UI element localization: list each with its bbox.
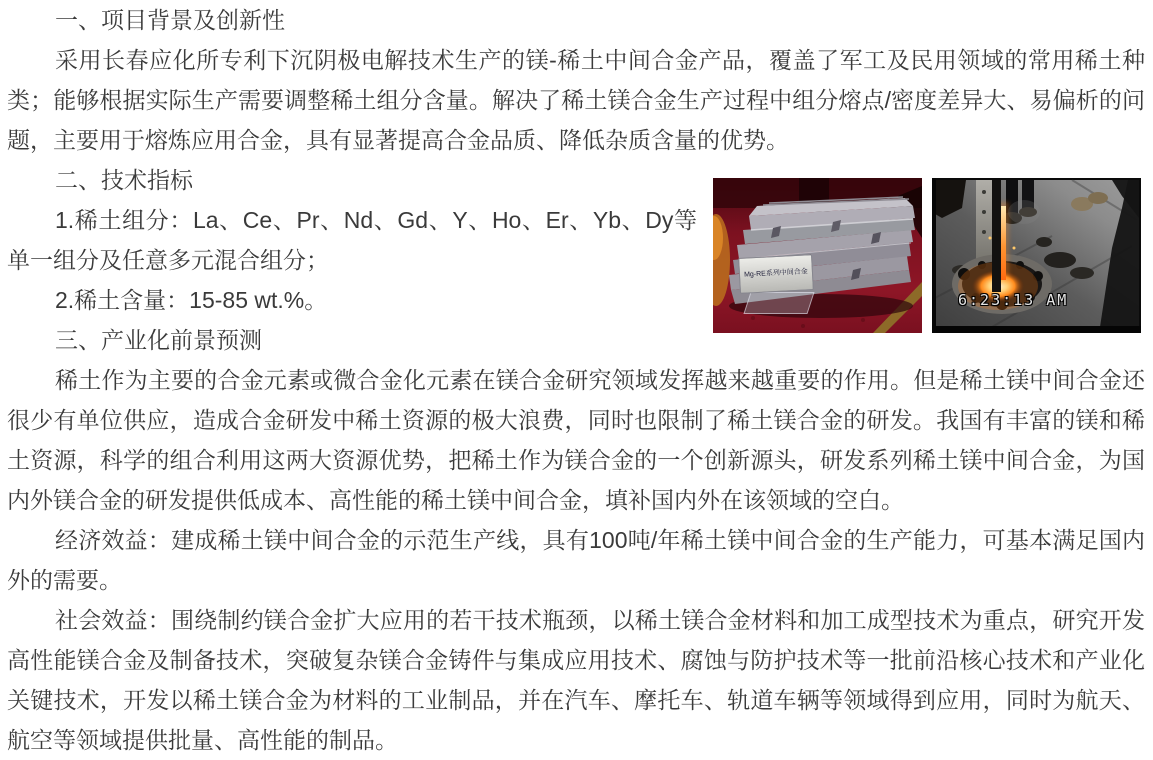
- paragraph-industrialization-outlook: 稀土作为主要的合金元素或微合金化元素在镁合金研究领域发挥越来越重要的作用。但是稀土镁中间合金还很少有单位供应，造成合金研发中稀土资源的极大浪费，同时也限制了稀土镁合金的研发。我国有丰富的镁和稀土资源，科学的组合利用这两大资源优势，把稀土作为镁合金的一个创新源头，研发系列稀土镁中间合金，为国内外镁合金的研发提供低成本、高性能的稀土镁中间合金，填补国内外在该领域的空白。: [7, 367, 1145, 513]
- section-heading-3: 三、产业化前景预测: [55, 327, 262, 353]
- section-heading-1: 一、项目背景及创新性: [55, 7, 285, 33]
- paragraph-social-benefit: 社会效益：围绕制约镁合金扩大应用的若干技术瓶颈，以稀土镁合金材料和加工成型技术为重点，研究开发高性能镁合金及制备技术，突破复杂镁合金铸件与集成应用技术、腐蚀与防护技术等一批前沿核心技术和产业化关键技术，开发以稀土镁合金为材料的工业制品，并在汽车、摩托车、轨道车辆等领域得到应用，同时为航天、航空等领域提供批量、高性能的制品。: [7, 607, 1145, 753]
- section-heading-2: 二、技术指标: [55, 167, 193, 193]
- tech-spec-item-1: 1.稀土组分：La、Ce、Pr、Nd、Gd、Y、Ho、Er、Yb、Dy等单一组分及任意多元混合组分；: [7, 207, 697, 273]
- ingots-photo: [713, 178, 922, 333]
- ingots-plate-label: Mg-RE系列中间合金: [738, 254, 814, 294]
- paragraph-economic-benefit: 经济效益：建成稀土镁中间合金的示范生产线，具有100吨/年稀土镁中间合金的生产能力，可基本满足国内外的需要。: [7, 527, 1145, 593]
- plate-stand: [743, 292, 814, 314]
- furnace-photo: [932, 178, 1141, 333]
- tech-spec-item-2: 2.稀土含量：15-85 wt.%。: [55, 287, 328, 313]
- video-timestamp: 6:23:13 AM: [958, 291, 1069, 309]
- photo-group: [713, 178, 1141, 333]
- paragraph-project-background: 采用长春应化所专利下沉阴极电解技术生产的镁-稀土中间合金产品，覆盖了军工及民用领域的常用稀土种类；能够根据实际生产需要调整稀土组分含量。解决了稀土镁合金生产过程中组分熔点/密度差异大、易偏析的问题，主要用于熔炼应用合金，具有显著提高合金品质、降低杂质含量的优势。: [7, 47, 1145, 153]
